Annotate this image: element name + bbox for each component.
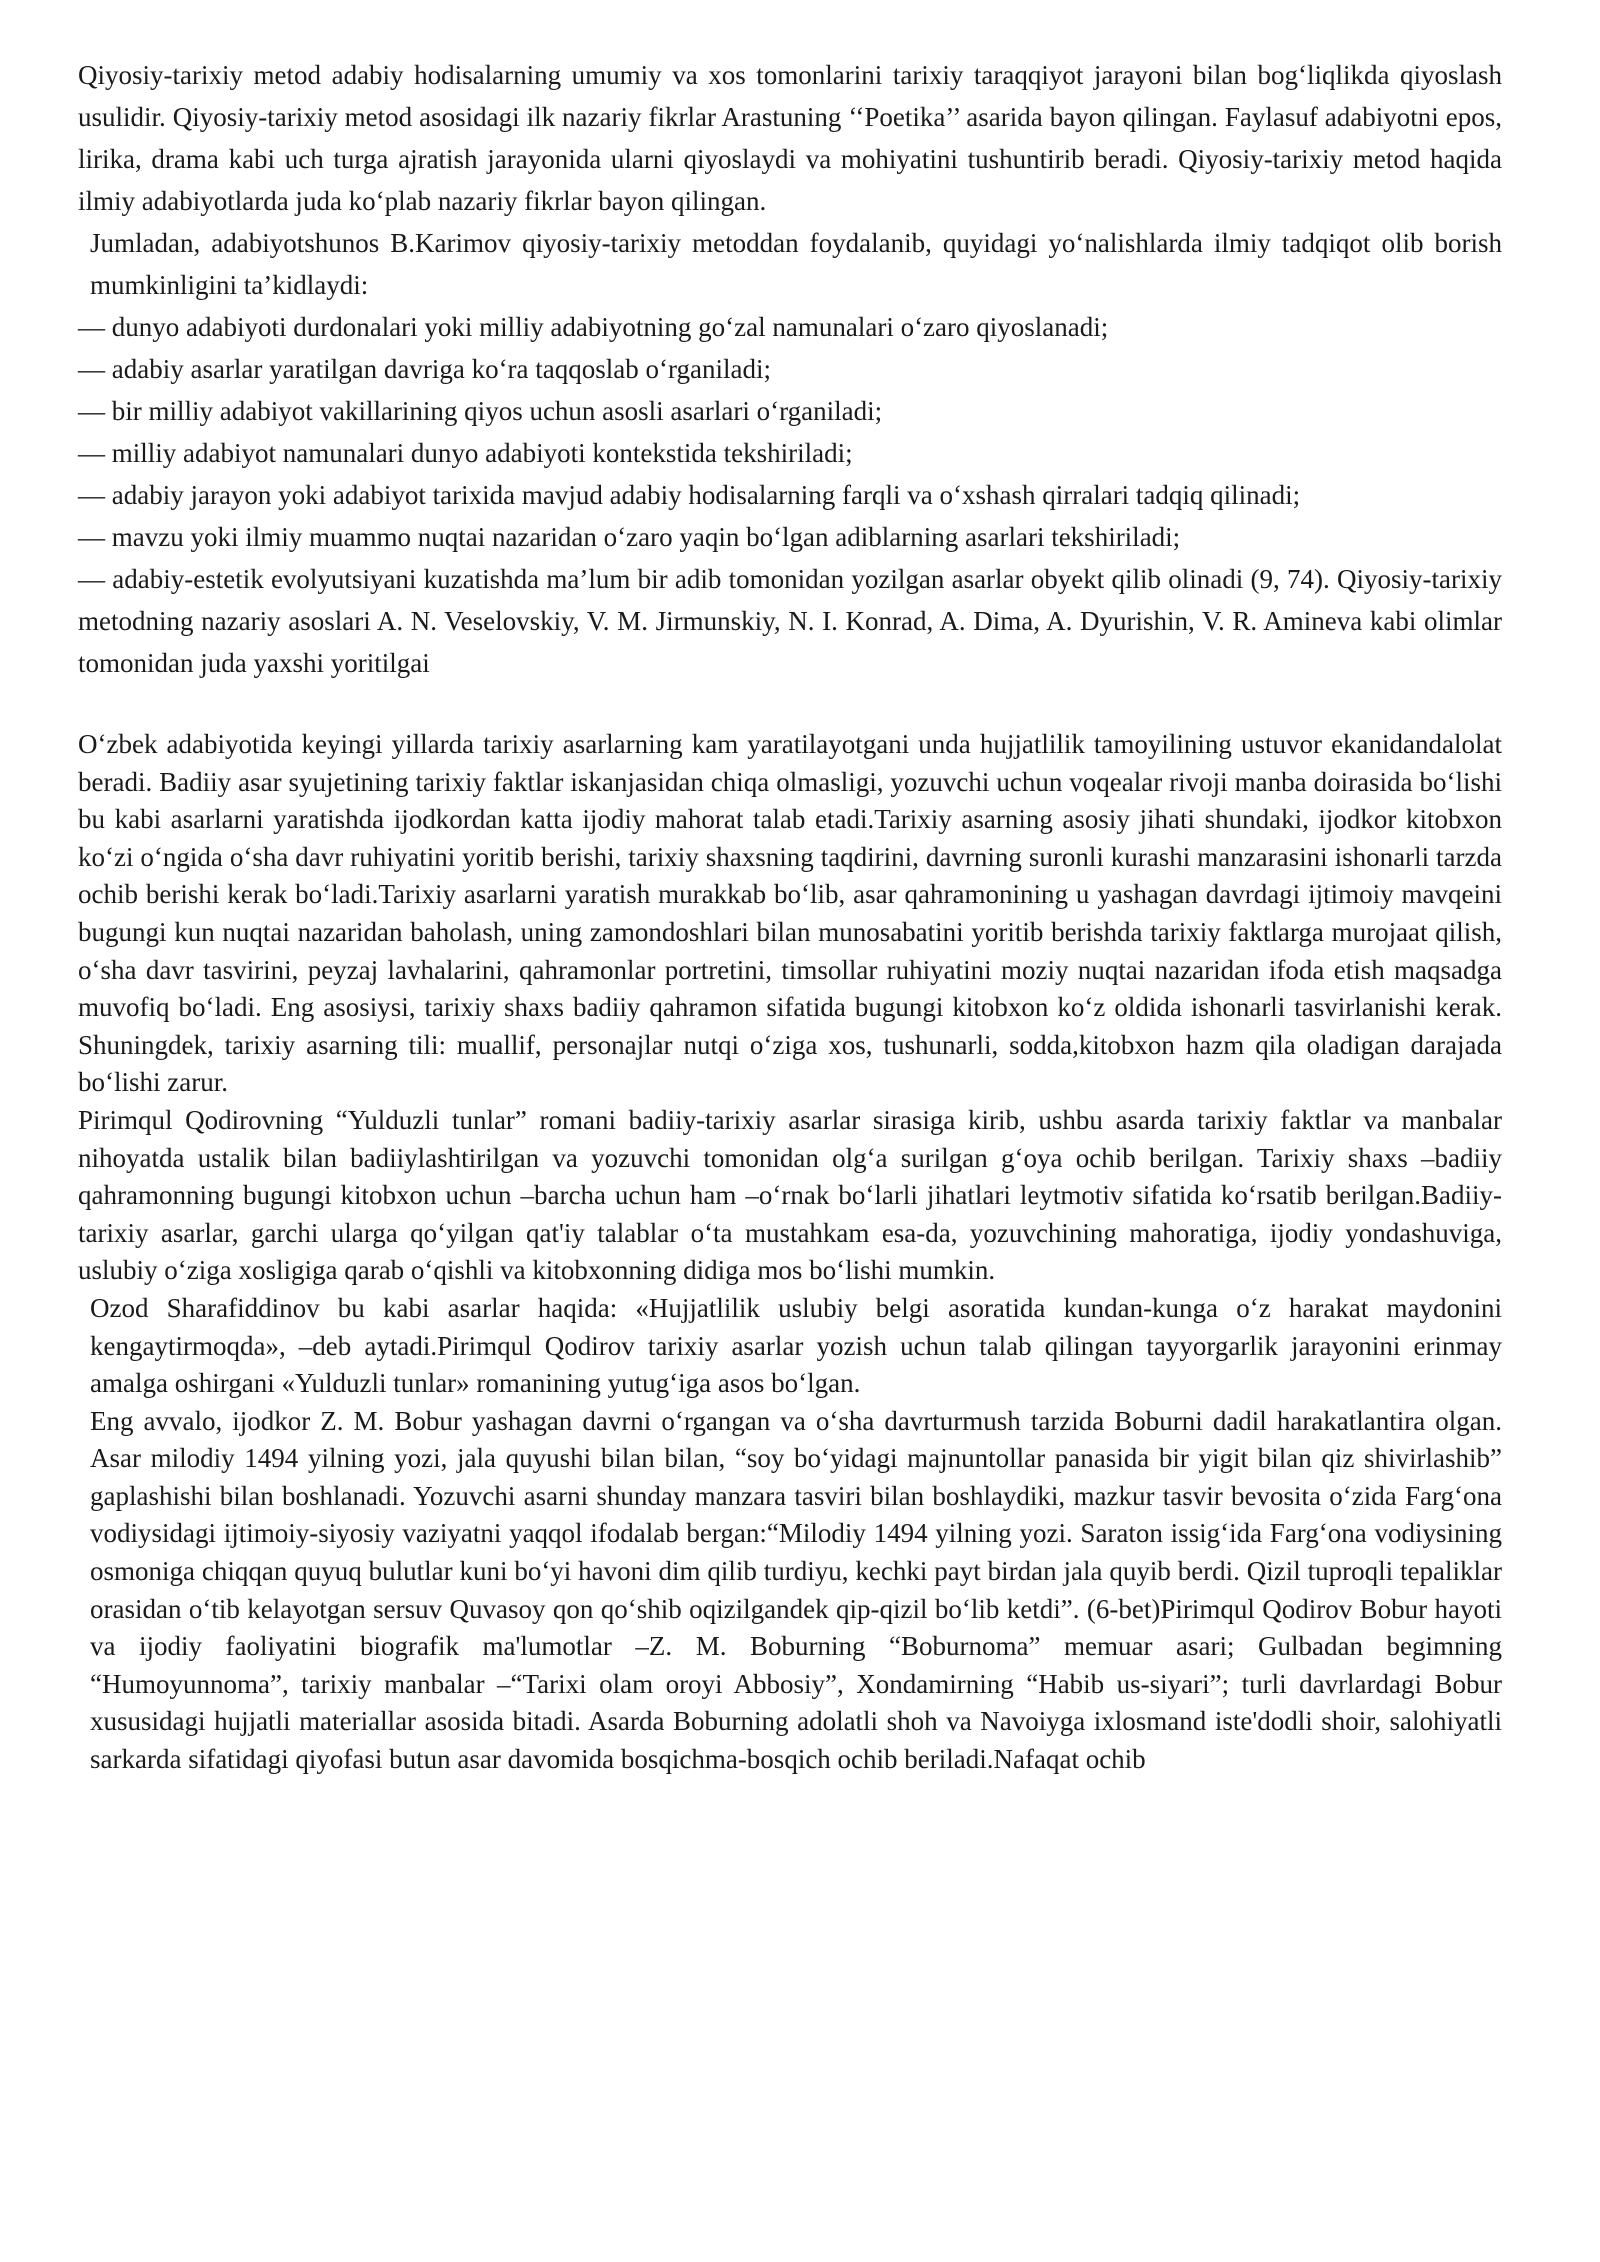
list-item: — adabiy asarlar yaratilgan davriga ko‘ra taqqoslab o‘rganiladi;: [78, 354, 771, 384]
list-item: — mavzu yoki ilmiy muammo nuqtai nazaridan o‘zaro yaqin bo‘lgan adiblarning asarlari tekshiriladi;: [78, 522, 1181, 552]
paragraph: Ozod Sharafiddinov bu kabi asarlar haqida: «Hujjatlilik uslubiy belgi asoratida kundan-kunga o‘z harakat maydonini kengaytirmoqda», –deb aytadi.Pirimqul Qodirov tarixiy asarlar yozish uchun talab qilingan tayyorgarlik jarayonini erinmay amalga oshirgani «Yulduzli tunlar» romanining yutug‘iga asos bo‘lgan.: [90, 1292, 1502, 1399]
paragraph: Jumladan, adabiyotshunos B.Karimov qiyosiy-tarixiy metoddan foydalanib, quyidagi yo‘nalishlarda ilmiy tadqiqot olib borish mumkinligini ta’kidlaydi:: [90, 228, 1502, 300]
section-comparative-method: [78, 54, 1502, 684]
list-item: — adabiy-estetik evolyutsiyani kuzatishda ma’lum bir adib tomonidan yozilgan asarlar obyekt qilib olinadi (9, 74). Qiyosiy-tarixiy metodning nazariy asoslari A. N. Veselovskiy, V. M. Jirmunskiy, N. I. Konrad, A. Dima, A. Dyurishin, V. R. Amineva kabi olimlar tomonidan juda yaxshi yoritilgai: [78, 564, 1502, 678]
list-item: — bir milliy adabiyot vakillarining qiyos uchun asosli asarlari o‘rganiladi;: [78, 396, 883, 426]
paragraph: Qiyosiy-tarixiy metod adabiy hodisalarning umumiy va xos tomonlarini tarixiy taraqqiyot jarayoni bilan bog‘liqlikda qiyoslash usulidir. Qiyosiy-tarixiy metod asosidagi ilk nazariy fikrlar Arastuning ‘‘Poetika’’ asarida bayon qilingan. Faylasuf adabiyotni epos, lirika, drama kabi uch turga ajratish jarayonida ularni qiyoslaydi va mohiyatini tushuntirib beradi. Qiyosiy-tarixiy metod haqida ilmiy adabiyotlarda juda ko‘plab nazariy fikrlar bayon qilingan.: [78, 60, 1502, 216]
list-item: — adabiy jarayon yoki adabiyot tarixida mavjud adabiy hodisalarning farqli va o‘xshash qirralari tadqiq qilinadi;: [78, 480, 1301, 510]
paragraph: Pirimqul Qodirovning “Yulduzli tunlar” romani badiiy-tarixiy asarlar sirasiga kirib, ushbu asarda tarixiy faktlar va manbalar nihoyatda ustalik bilan badiiylashtirilgan va yozuvchi tomonidan olg‘a surilgan g‘oya ochib berilgan. Tarixiy shaxs –badiiy qahramonning bugungi kitobxon uchun –barcha uchun ham –o‘rnak bo‘larli jihatlari leytmotiv sifatida ko‘rsatib berilgan.Badiiy-tarixiy asarlar, garchi ularga qo‘yilgan qat'iy talablar o‘ta mustahkam esa-da, yozuvchining mahoratiga, ijodiy yondashuviga, uslubiy o‘ziga xosligiga qarab o‘qishli va kitobxonning didiga mos bo‘lishi mumkin.: [78, 1104, 1502, 1286]
list-item: — milliy adabiyot namunalari dunyo adabiyoti kontekstida tekshiriladi;: [78, 438, 853, 468]
paragraph: O‘zbek adabiyotida keyingi yillarda tarixiy asarlarning kam yaratilayotgani unda hujjatlilik tamoyilining ustuvor ekanidandalolat beradi. Badiiy asar syujetining tarixiy faktlar iskanjasidan chiqa olmasligi, yozuvchi uchun voqealar rivoji manba doirasida bo‘lishi bu kabi asarlarni yaratishda ijodkordan katta ijodiy mahorat talab etadi.Tarixiy asarning asosiy jihati shundaki, ijodkor kitobxon ko‘zi o‘ngida o‘sha davr ruhiyatini yoritib berishi, tarixiy shaxsning taqdirini, davrning suronli kurashi manzarasini ishonarli tarzda ochib berishi kerak bo‘ladi.Tarixiy asarlarni yaratish murakkab bo‘lib, asar qahramonining u yashagan davrdagi ijtimoiy mavqeini bugungi kun nuqtai nazaridan baholash, uning zamondoshlari bilan munosabatini yoritib berishda tarixiy faktlarga murojaat qilish, o‘sha davr tasvirini, peyzaj lavhalarini, qahramonlar portretini, timsollar ruhiyatini moziy nuqtai nazaridan ifoda etish maqsadga muvofiq bo‘ladi. Eng asosiysi, tarixiy shaxs badiiy qahramon sifatida bugungi kitobxon ko‘z oldida ishonarli tasvirlanishi kerak. Shuningdek, tarixiy asarning tili: muallif, personajlar nutqi o‘ziga xos, tushunarli, sodda,kitobxon hazm qila oladigan darajada bo‘lishi zarur.: [78, 729, 1502, 1098]
section-historical-novels: [78, 726, 1502, 1779]
document-page: [78, 54, 1502, 1779]
list-item: — dunyo adabiyoti durdonalari yoki milliy adabiyotning go‘zal namunalari o‘zaro qiyoslanadi;: [78, 312, 1109, 342]
paragraph: Eng avvalo, ijodkor Z. M. Bobur yashagan davrni o‘rgangan va o‘sha davrturmush tarzida Boburni dadil harakatlantira olgan. Asar milodiy 1494 yilning yozi, jala quyushi bilan bilan, “soy bo‘yidagi majnuntollar panasida bir yigit bilan qiz shivirlashib” gaplashishi bilan boshlanadi. Yozuvchi asarni shunday manzara tasviri bilan boshlaydiki, mazkur tasvir bevosita o‘zida Farg‘ona vodiysidagi ijtimoiy-siyosiy vaziyatni yaqqol ifodalab bergan:“Milodiy 1494 yilning yozi. Saraton issig‘ida Farg‘ona vodiysining osmoniga chiqqan quyuq bulutlar kuni bo‘yi havoni dim qilib turdiyu, kechki payt birdan jala quyib berdi. Qizil tuproqli tepaliklar orasidan o‘tib kelayotgan sersuv Quvasoy qon qo‘shib oqizilgandek qip-qizil bo‘lib ketdi”. (6-bet)Pirimqul Qodirov Bobur hayoti va ijodiy faoliyatini biografik ma'lumotlar –Z. M. Boburning “Boburnoma” memuar asari; Gulbadan begimning “Humoyunnoma”, tarixiy manbalar –“Tarixi olam oroyi Abbosiy”, Xondamirning “Habib us-siyari”; turli davrlardagi Bobur xususidagi hujjatli materiallar asosida bitadi. Asarda Boburning adolatli shoh va Navoiyga ixlosmand iste'dodli shoir, salohiyatli sarkarda sifatidagi qiyofasi butun asar davomida bosqichma-bosqich ochib beriladi.Nafaqat ochib: [90, 1405, 1502, 1775]
